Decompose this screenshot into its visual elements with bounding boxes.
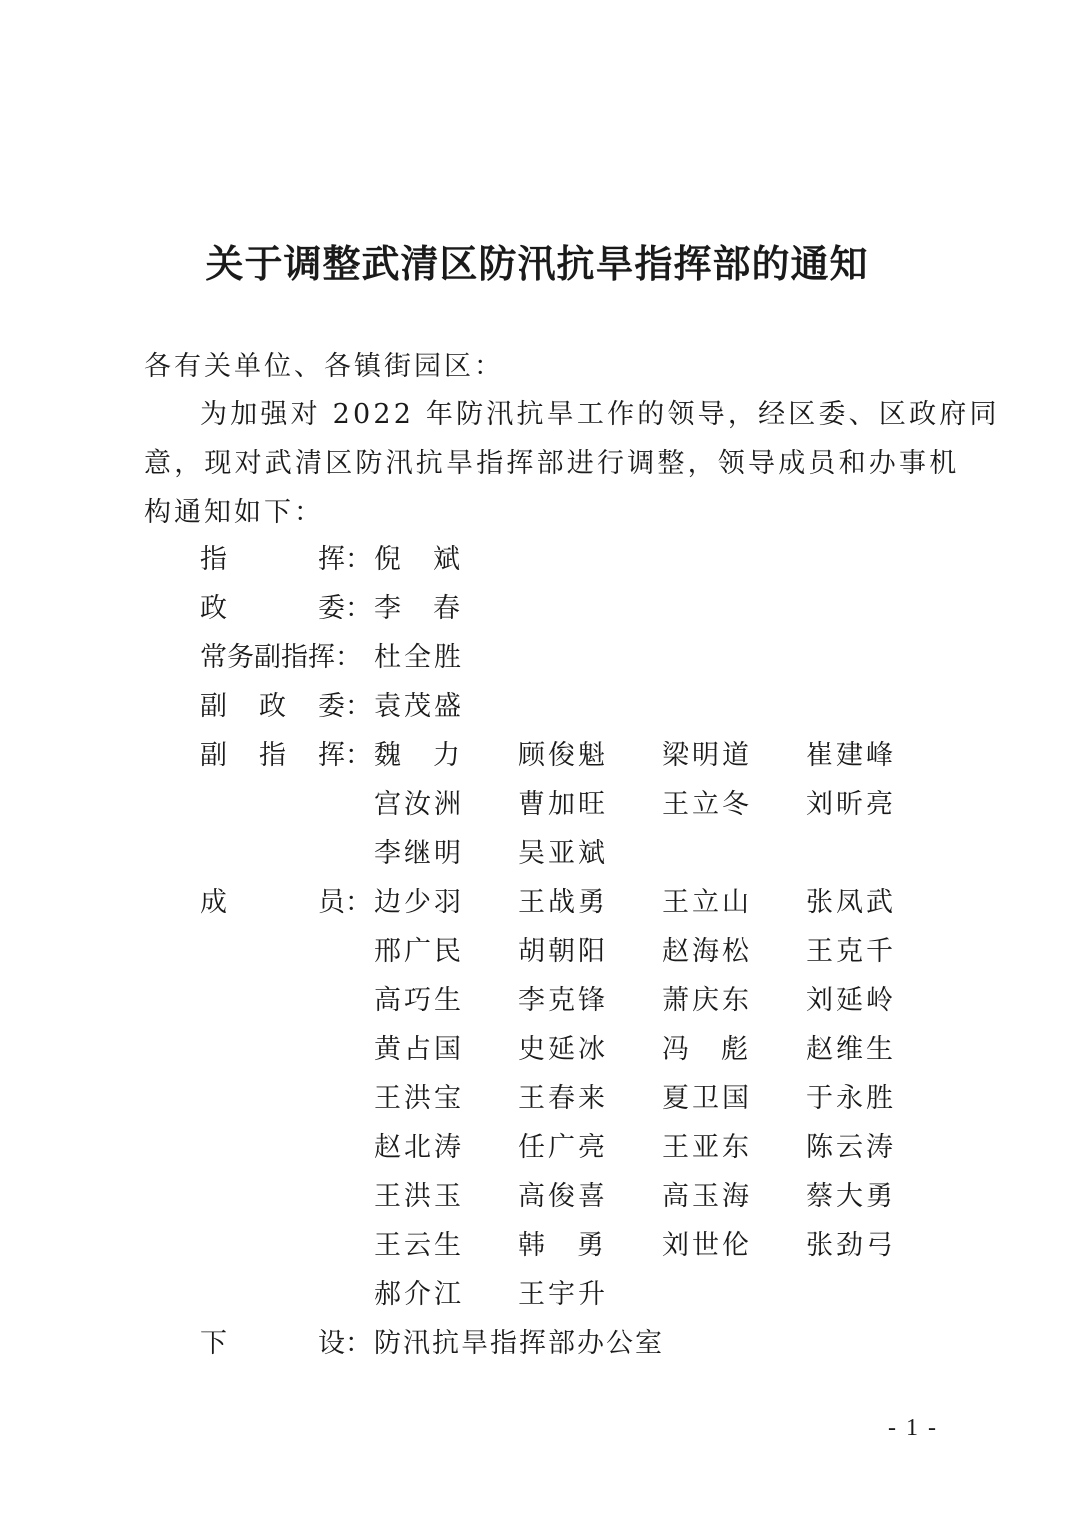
paragraph-line-2: 意，现对武清区防汛抗旱指挥部进行调整，领导成员和办事机 — [144, 448, 960, 479]
person-name — [374, 591, 460, 627]
person-name-part: 赵维生 — [806, 1034, 896, 1065]
role-label-part: 挥： — [318, 740, 372, 771]
person-name-part: 郝介江 — [374, 1279, 464, 1310]
role-label-members — [200, 885, 372, 921]
person-name — [806, 983, 896, 1019]
person-name-part: 赵北涛 — [374, 1132, 464, 1163]
person-name-part: 史延冰 — [518, 1034, 608, 1065]
person-name — [806, 1179, 896, 1215]
person-name-part: 韩 — [518, 1230, 545, 1261]
person-name-part: 高巧生 — [374, 985, 464, 1016]
person-name — [374, 836, 464, 872]
person-name — [806, 738, 896, 774]
person-name-part: 黄占国 — [374, 1034, 464, 1065]
role-label-part: 政 — [259, 691, 286, 722]
paragraph-line-3: 构通知如下： — [144, 497, 324, 528]
person-name — [374, 983, 464, 1019]
person-name — [374, 1081, 464, 1117]
person-name — [374, 1179, 464, 1215]
role-label-part: 政 — [200, 593, 227, 624]
person-name-part: 崔建峰 — [806, 740, 896, 771]
role-label — [200, 640, 372, 676]
person-name-part: 杜全胜 — [374, 642, 464, 673]
person-name — [662, 1179, 752, 1215]
person-name-part: 于永胜 — [806, 1083, 896, 1114]
person-name — [374, 640, 464, 676]
person-name — [662, 738, 752, 774]
person-name-part: 力 — [433, 740, 460, 771]
person-name-part: 彪 — [721, 1034, 748, 1065]
role-label-part: 员： — [318, 887, 372, 918]
person-name — [374, 1032, 464, 1068]
person-name-part: 胡朝阳 — [518, 936, 608, 967]
person-name-part: 高俊喜 — [518, 1181, 608, 1212]
role-label-part: 挥： — [318, 544, 372, 575]
role-label-part: 委： — [318, 691, 372, 722]
role-label — [200, 542, 372, 578]
role-label-part: 成 — [200, 887, 227, 918]
person-name-part: 刘世伦 — [662, 1230, 752, 1261]
person-name-part: 任广亮 — [518, 1132, 608, 1163]
person-name-part: 吴亚斌 — [518, 838, 608, 869]
person-name — [662, 787, 752, 823]
person-name — [518, 983, 608, 1019]
person-name-part: 袁茂盛 — [374, 691, 464, 722]
person-name — [662, 934, 752, 970]
role-label-part: 指 — [259, 740, 286, 771]
person-name-part: 顾俊魁 — [518, 740, 608, 771]
role-label — [200, 689, 372, 725]
person-name — [518, 934, 608, 970]
person-name — [806, 885, 896, 921]
person-name-part: 赵海松 — [662, 936, 752, 967]
role-label-part: 指 — [200, 544, 227, 575]
person-name — [518, 1179, 608, 1215]
salutation: 各有关单位、各镇街园区： — [144, 351, 504, 382]
role-label — [200, 591, 372, 627]
person-name-part: 勇 — [577, 1230, 604, 1261]
page-number: - 1 - — [888, 1415, 938, 1441]
person-name — [374, 885, 464, 921]
role-label-vice-commanders — [200, 738, 372, 774]
person-name-part: 高玉海 — [662, 1181, 752, 1212]
person-name — [806, 934, 896, 970]
person-name-part: 邢广民 — [374, 936, 464, 967]
person-name-part: 王战勇 — [518, 887, 608, 918]
person-name — [518, 738, 608, 774]
person-name — [806, 1130, 896, 1166]
person-name — [518, 836, 608, 872]
person-name — [662, 1081, 752, 1117]
person-name-part: 春 — [433, 593, 460, 624]
person-name-part: 冯 — [662, 1034, 689, 1065]
person-name — [374, 542, 460, 578]
person-name-part: 张劲弓 — [806, 1230, 896, 1261]
person-name-part: 刘昕亮 — [806, 789, 896, 820]
person-name-part: 王云生 — [374, 1230, 464, 1261]
person-name — [662, 1032, 748, 1068]
role-label-part: 委： — [318, 593, 372, 624]
person-name-part: 王克千 — [806, 936, 896, 967]
person-name — [518, 1032, 608, 1068]
person-name — [374, 934, 464, 970]
person-name-part: 梁明道 — [662, 740, 752, 771]
person-name-part: 李继明 — [374, 838, 464, 869]
person-name-part: 刘延岭 — [806, 985, 896, 1016]
person-name-part: 王洪宝 — [374, 1083, 464, 1114]
role-label-part: 下 — [200, 1328, 227, 1359]
person-name-part: 宫汝洲 — [374, 789, 464, 820]
person-name-part: 魏 — [374, 740, 401, 771]
person-name-part: 张凤武 — [806, 887, 896, 918]
paragraph-line-1: 为加强对 2022 年防汛抗旱工作的领导，经区委、区政府同 — [200, 399, 1000, 430]
person-name-part: 李克锋 — [518, 985, 608, 1016]
person-name — [518, 1277, 608, 1313]
person-name — [662, 983, 752, 1019]
person-name-part: 边少羽 — [374, 887, 464, 918]
person-name — [662, 885, 752, 921]
person-name — [374, 1277, 464, 1313]
person-name — [518, 1081, 608, 1117]
person-name-part: 萧庆东 — [662, 985, 752, 1016]
person-name-part: 斌 — [433, 544, 460, 575]
person-name — [518, 885, 608, 921]
role-label-part: 设： — [318, 1328, 372, 1359]
person-name — [374, 1130, 464, 1166]
role-label-part: 副 — [200, 691, 227, 722]
person-name — [374, 1228, 464, 1264]
person-name — [518, 787, 608, 823]
person-name — [518, 1228, 604, 1264]
person-name-part: 李 — [374, 593, 401, 624]
person-name-part: 王春来 — [518, 1083, 608, 1114]
person-name-part: 王立山 — [662, 887, 752, 918]
role-label-part: 副 — [200, 740, 227, 771]
document-title: 关于调整武清区防汛抗旱指挥部的通知 — [205, 242, 869, 286]
person-name-part: 陈云涛 — [806, 1132, 896, 1163]
office-name: 防汛抗旱指挥部办公室 — [374, 1328, 664, 1359]
person-name — [662, 1130, 752, 1166]
person-name — [806, 1228, 896, 1264]
person-name — [662, 1228, 752, 1264]
person-name-part: 王立冬 — [662, 789, 752, 820]
person-name — [374, 787, 464, 823]
role-label-office — [200, 1326, 372, 1362]
role-label-part: 常务副指挥： — [200, 642, 362, 673]
person-name-part: 蔡大勇 — [806, 1181, 896, 1212]
person-name-part: 王亚东 — [662, 1132, 752, 1163]
person-name — [806, 1081, 896, 1117]
person-name — [806, 1032, 896, 1068]
person-name-part: 倪 — [374, 544, 401, 575]
person-name — [518, 1130, 608, 1166]
person-name — [806, 787, 896, 823]
person-name-part: 王洪玉 — [374, 1181, 464, 1212]
person-name-part: 曹加旺 — [518, 789, 608, 820]
person-name-part: 夏卫国 — [662, 1083, 752, 1114]
person-name-part: 王宇升 — [518, 1279, 608, 1310]
person-name — [374, 689, 464, 725]
person-name — [374, 738, 460, 774]
